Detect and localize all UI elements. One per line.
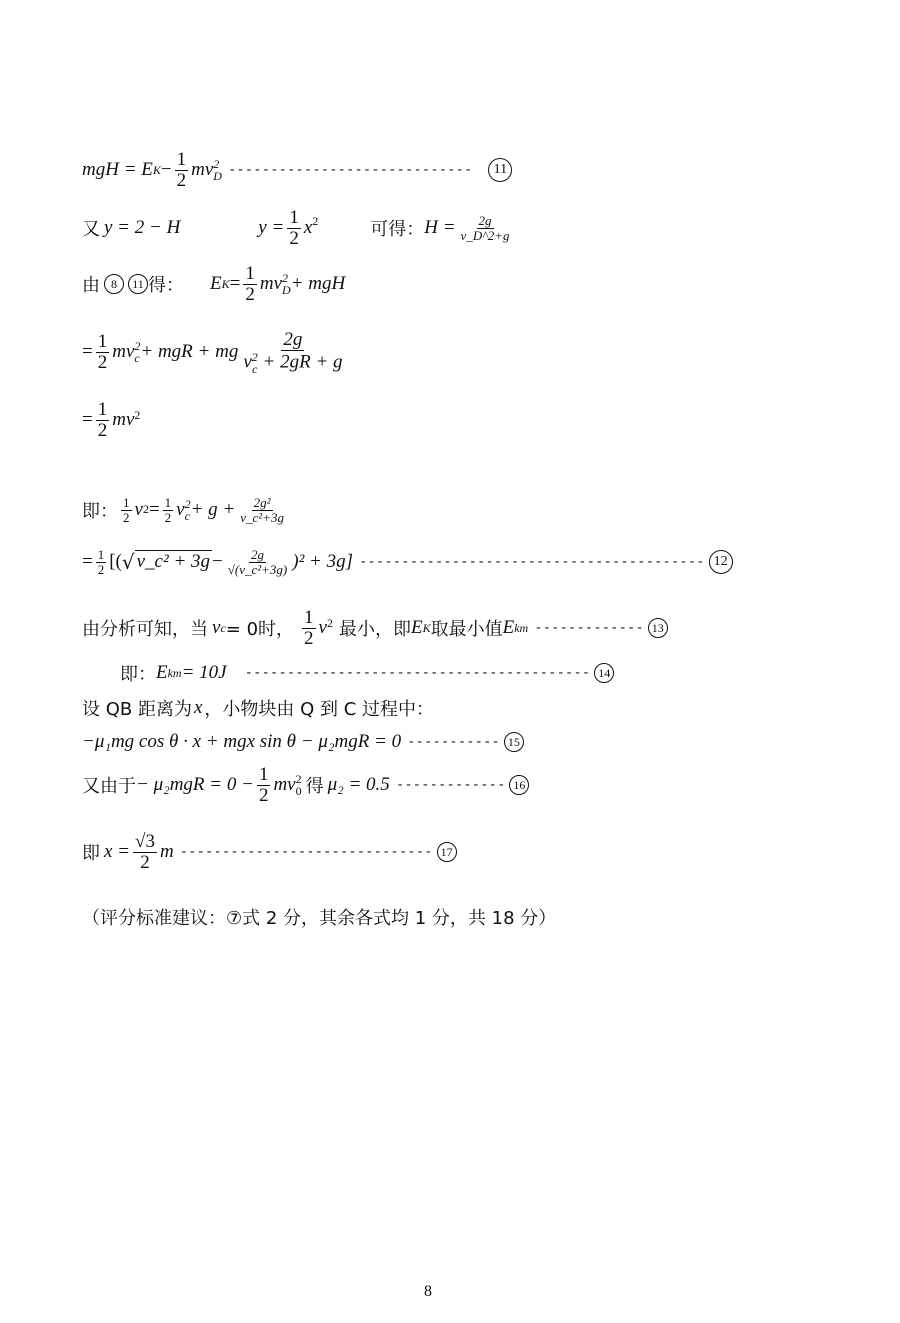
frac-num: 1 bbox=[97, 399, 108, 420]
eq-text: + mgR + mg bbox=[140, 341, 239, 363]
fraction bbox=[243, 264, 257, 305]
circled-number: 14 bbox=[594, 663, 614, 683]
frac-num: 1 bbox=[245, 263, 255, 284]
label-text: 即： bbox=[82, 501, 118, 523]
body-text: 设 QB 距离为 bbox=[82, 699, 192, 720]
frac-num: 1 bbox=[123, 495, 130, 510]
fraction bbox=[257, 765, 271, 806]
eq-text: mv bbox=[259, 273, 282, 295]
eq-sub: c bbox=[134, 351, 140, 366]
leader-dashes: ----------------------------- bbox=[227, 162, 473, 179]
label-text: 取最小值 bbox=[430, 619, 503, 641]
eq-text: + g + bbox=[190, 499, 236, 521]
eq-sub: c bbox=[220, 620, 226, 635]
eq-text: E bbox=[156, 662, 168, 683]
circled-number: 13 bbox=[648, 618, 668, 638]
fraction bbox=[175, 150, 189, 191]
eq-sub: K bbox=[221, 276, 230, 291]
equation-15 bbox=[82, 731, 524, 753]
eq-text: x = bbox=[104, 841, 131, 863]
body-text: ，小物块由 Q 到 C 过程中： bbox=[204, 699, 435, 720]
frac-den: 2 bbox=[140, 851, 150, 873]
fraction bbox=[121, 496, 132, 524]
frac-den: v_D^2+g bbox=[460, 227, 510, 243]
den-text: + 2gR + g bbox=[257, 351, 343, 373]
eq-text: mv bbox=[112, 341, 135, 363]
label-text: 得： bbox=[148, 275, 184, 297]
leader-dashes: ----------- bbox=[407, 734, 500, 750]
eq-text: v bbox=[176, 499, 185, 521]
frac-num: 1 bbox=[97, 547, 105, 562]
frac-num: 2g bbox=[283, 329, 303, 350]
equation-line-5 bbox=[82, 400, 140, 441]
eq-sup: 2 bbox=[184, 497, 191, 512]
eq-text: x bbox=[303, 217, 313, 239]
eq-sub: D bbox=[213, 169, 222, 184]
eq-text: mgH = E bbox=[82, 159, 153, 181]
eq-text: m bbox=[159, 841, 174, 863]
eq-text: E bbox=[410, 617, 423, 639]
sqrt-body: v_c² + 3g bbox=[136, 551, 211, 573]
frac-den: 2 bbox=[289, 227, 299, 249]
leader-dashes: ------------- bbox=[395, 777, 506, 794]
fraction bbox=[287, 208, 301, 249]
page-number: 8 bbox=[424, 1283, 432, 1300]
label-text: = 0时， bbox=[225, 619, 295, 641]
frac-den: 2 bbox=[97, 419, 108, 441]
label-text: 即： bbox=[120, 664, 156, 685]
den-text: v bbox=[243, 351, 252, 373]
label-text: 即 bbox=[82, 843, 100, 865]
den-sup: 2 bbox=[251, 349, 258, 364]
frac-num: 1 bbox=[97, 331, 108, 353]
frac-den bbox=[241, 351, 344, 375]
text-line-10 bbox=[82, 695, 434, 721]
fraction bbox=[238, 496, 286, 524]
eq-sub: K bbox=[422, 620, 431, 635]
eq-text: = bbox=[82, 409, 93, 431]
eq-text: + mgH bbox=[290, 273, 346, 295]
circled-number: 11 bbox=[488, 158, 512, 182]
equation-line-6 bbox=[82, 496, 289, 524]
eq-sup: 2 bbox=[326, 616, 333, 630]
eq-text: = bbox=[148, 499, 160, 521]
frac-num: 1 bbox=[304, 607, 314, 628]
frac-num: 1 bbox=[164, 495, 172, 510]
label-text: 最小，即 bbox=[338, 619, 411, 641]
eq-sub: km bbox=[514, 620, 529, 635]
frac-den: 2 bbox=[123, 509, 130, 525]
frac-den: √(v_c²+3g) bbox=[227, 561, 288, 577]
eq-sup: 2 bbox=[282, 271, 288, 286]
eq-text: [( bbox=[109, 551, 122, 573]
leader-dashes: ----------------------------------------- bbox=[359, 554, 705, 571]
eq-text: )² + 3g] bbox=[292, 551, 353, 573]
eq-text: − bbox=[212, 551, 223, 573]
eq-text: y = 2 − H bbox=[104, 217, 181, 239]
equation-line-4 bbox=[82, 330, 348, 375]
eq-text: μ₂ = 0.5 bbox=[327, 774, 390, 796]
eq-sub: km bbox=[167, 665, 182, 680]
frac-num: 2g bbox=[478, 213, 492, 229]
leader-dashes: ------------------------------ bbox=[179, 844, 433, 861]
fraction bbox=[163, 496, 174, 524]
eq-text: v bbox=[134, 499, 143, 521]
equation-11 bbox=[82, 150, 512, 191]
equation-line-2 bbox=[82, 208, 514, 249]
label-text: 由 bbox=[82, 275, 100, 297]
frac-num: 1 bbox=[258, 764, 269, 785]
frac-den: 2 bbox=[164, 509, 172, 525]
frac-den: 2 bbox=[258, 784, 269, 806]
circled-number: 15 bbox=[504, 732, 524, 752]
eq-text: v bbox=[318, 617, 327, 639]
eq-text: = bbox=[229, 273, 241, 295]
fraction bbox=[302, 608, 316, 649]
frac-den: 2 bbox=[304, 627, 314, 649]
equation-13 bbox=[82, 608, 668, 649]
circled-number: 12 bbox=[709, 550, 733, 574]
eq-text: E bbox=[210, 273, 222, 295]
eq-text: − bbox=[160, 159, 172, 181]
frac-den: 2 bbox=[245, 283, 255, 305]
frac-num: 2g² bbox=[253, 495, 271, 510]
fraction bbox=[96, 332, 110, 373]
equation-17 bbox=[82, 832, 457, 873]
circled-number: 16 bbox=[509, 775, 529, 795]
fraction bbox=[96, 400, 110, 441]
label-text: 可得： bbox=[370, 219, 425, 241]
eq-sup: 2 bbox=[142, 502, 149, 516]
label-text: 得 bbox=[305, 776, 324, 798]
eq-sub: K bbox=[152, 162, 161, 177]
eq-sub: c bbox=[184, 509, 190, 524]
eq-text: = 10J bbox=[181, 662, 227, 683]
frac-den: 2 bbox=[97, 561, 105, 577]
den-sub: c bbox=[252, 361, 258, 376]
eq-text: = bbox=[82, 341, 93, 363]
equation-line-3 bbox=[82, 264, 345, 305]
fraction bbox=[226, 548, 290, 576]
eq-text: mv bbox=[191, 159, 214, 181]
label-text: 由分析可知，当 bbox=[82, 619, 208, 641]
eq-sup: 2 bbox=[312, 214, 319, 228]
eq-text: −μ₁mg cos θ · x + mgx sin θ − μ₂mgR = 0 bbox=[82, 731, 402, 752]
equation-16 bbox=[82, 765, 529, 806]
circled-number: 11 bbox=[128, 274, 148, 294]
eq-sup: 2 bbox=[213, 157, 220, 172]
eq-sup: 2 bbox=[134, 339, 141, 354]
frac-den: v_c²+3g bbox=[240, 509, 284, 525]
circled-number: 8 bbox=[104, 274, 124, 294]
fraction bbox=[241, 330, 344, 375]
frac-num: 2g bbox=[250, 547, 264, 562]
equation-14 bbox=[120, 660, 614, 686]
eq-text: E bbox=[502, 617, 515, 639]
eq-text: mv bbox=[112, 409, 135, 431]
eq-text: x bbox=[193, 697, 203, 718]
eq-sup: 2 bbox=[295, 772, 302, 787]
label-text: 又由于 bbox=[82, 776, 136, 798]
fraction bbox=[96, 548, 107, 576]
eq-text: − μ₂mgR = 0 − bbox=[136, 774, 254, 796]
frac-num: 1 bbox=[289, 207, 299, 228]
eq-text: = bbox=[82, 551, 93, 573]
label-text: 又 bbox=[82, 219, 100, 241]
eq-text: H = bbox=[424, 217, 456, 239]
grading-note bbox=[82, 904, 556, 930]
eq-text: v bbox=[212, 617, 221, 639]
fraction bbox=[459, 214, 512, 242]
eq-sup: 2 bbox=[134, 408, 141, 422]
leader-dashes: ------------- bbox=[534, 620, 644, 637]
frac-den: 2 bbox=[97, 351, 108, 373]
square-root: √ v_c² + 3g bbox=[121, 550, 211, 575]
fraction bbox=[133, 832, 157, 873]
eq-text: y = bbox=[258, 217, 285, 239]
frac-num: √3 bbox=[135, 831, 155, 852]
equation-12 bbox=[82, 548, 733, 576]
circled-number: 17 bbox=[437, 842, 457, 862]
frac-den: 2 bbox=[176, 169, 187, 191]
eq-text: mv bbox=[273, 774, 296, 796]
eq-sub: D bbox=[282, 283, 291, 298]
body-text: （评分标准建议：⑦式 2 分，其余各式均 1 分，共 18 分） bbox=[82, 908, 557, 929]
eq-sub: 0 bbox=[295, 784, 302, 799]
leader-dashes: ----------------------------------------- bbox=[244, 665, 591, 681]
frac-num: 1 bbox=[176, 149, 187, 170]
